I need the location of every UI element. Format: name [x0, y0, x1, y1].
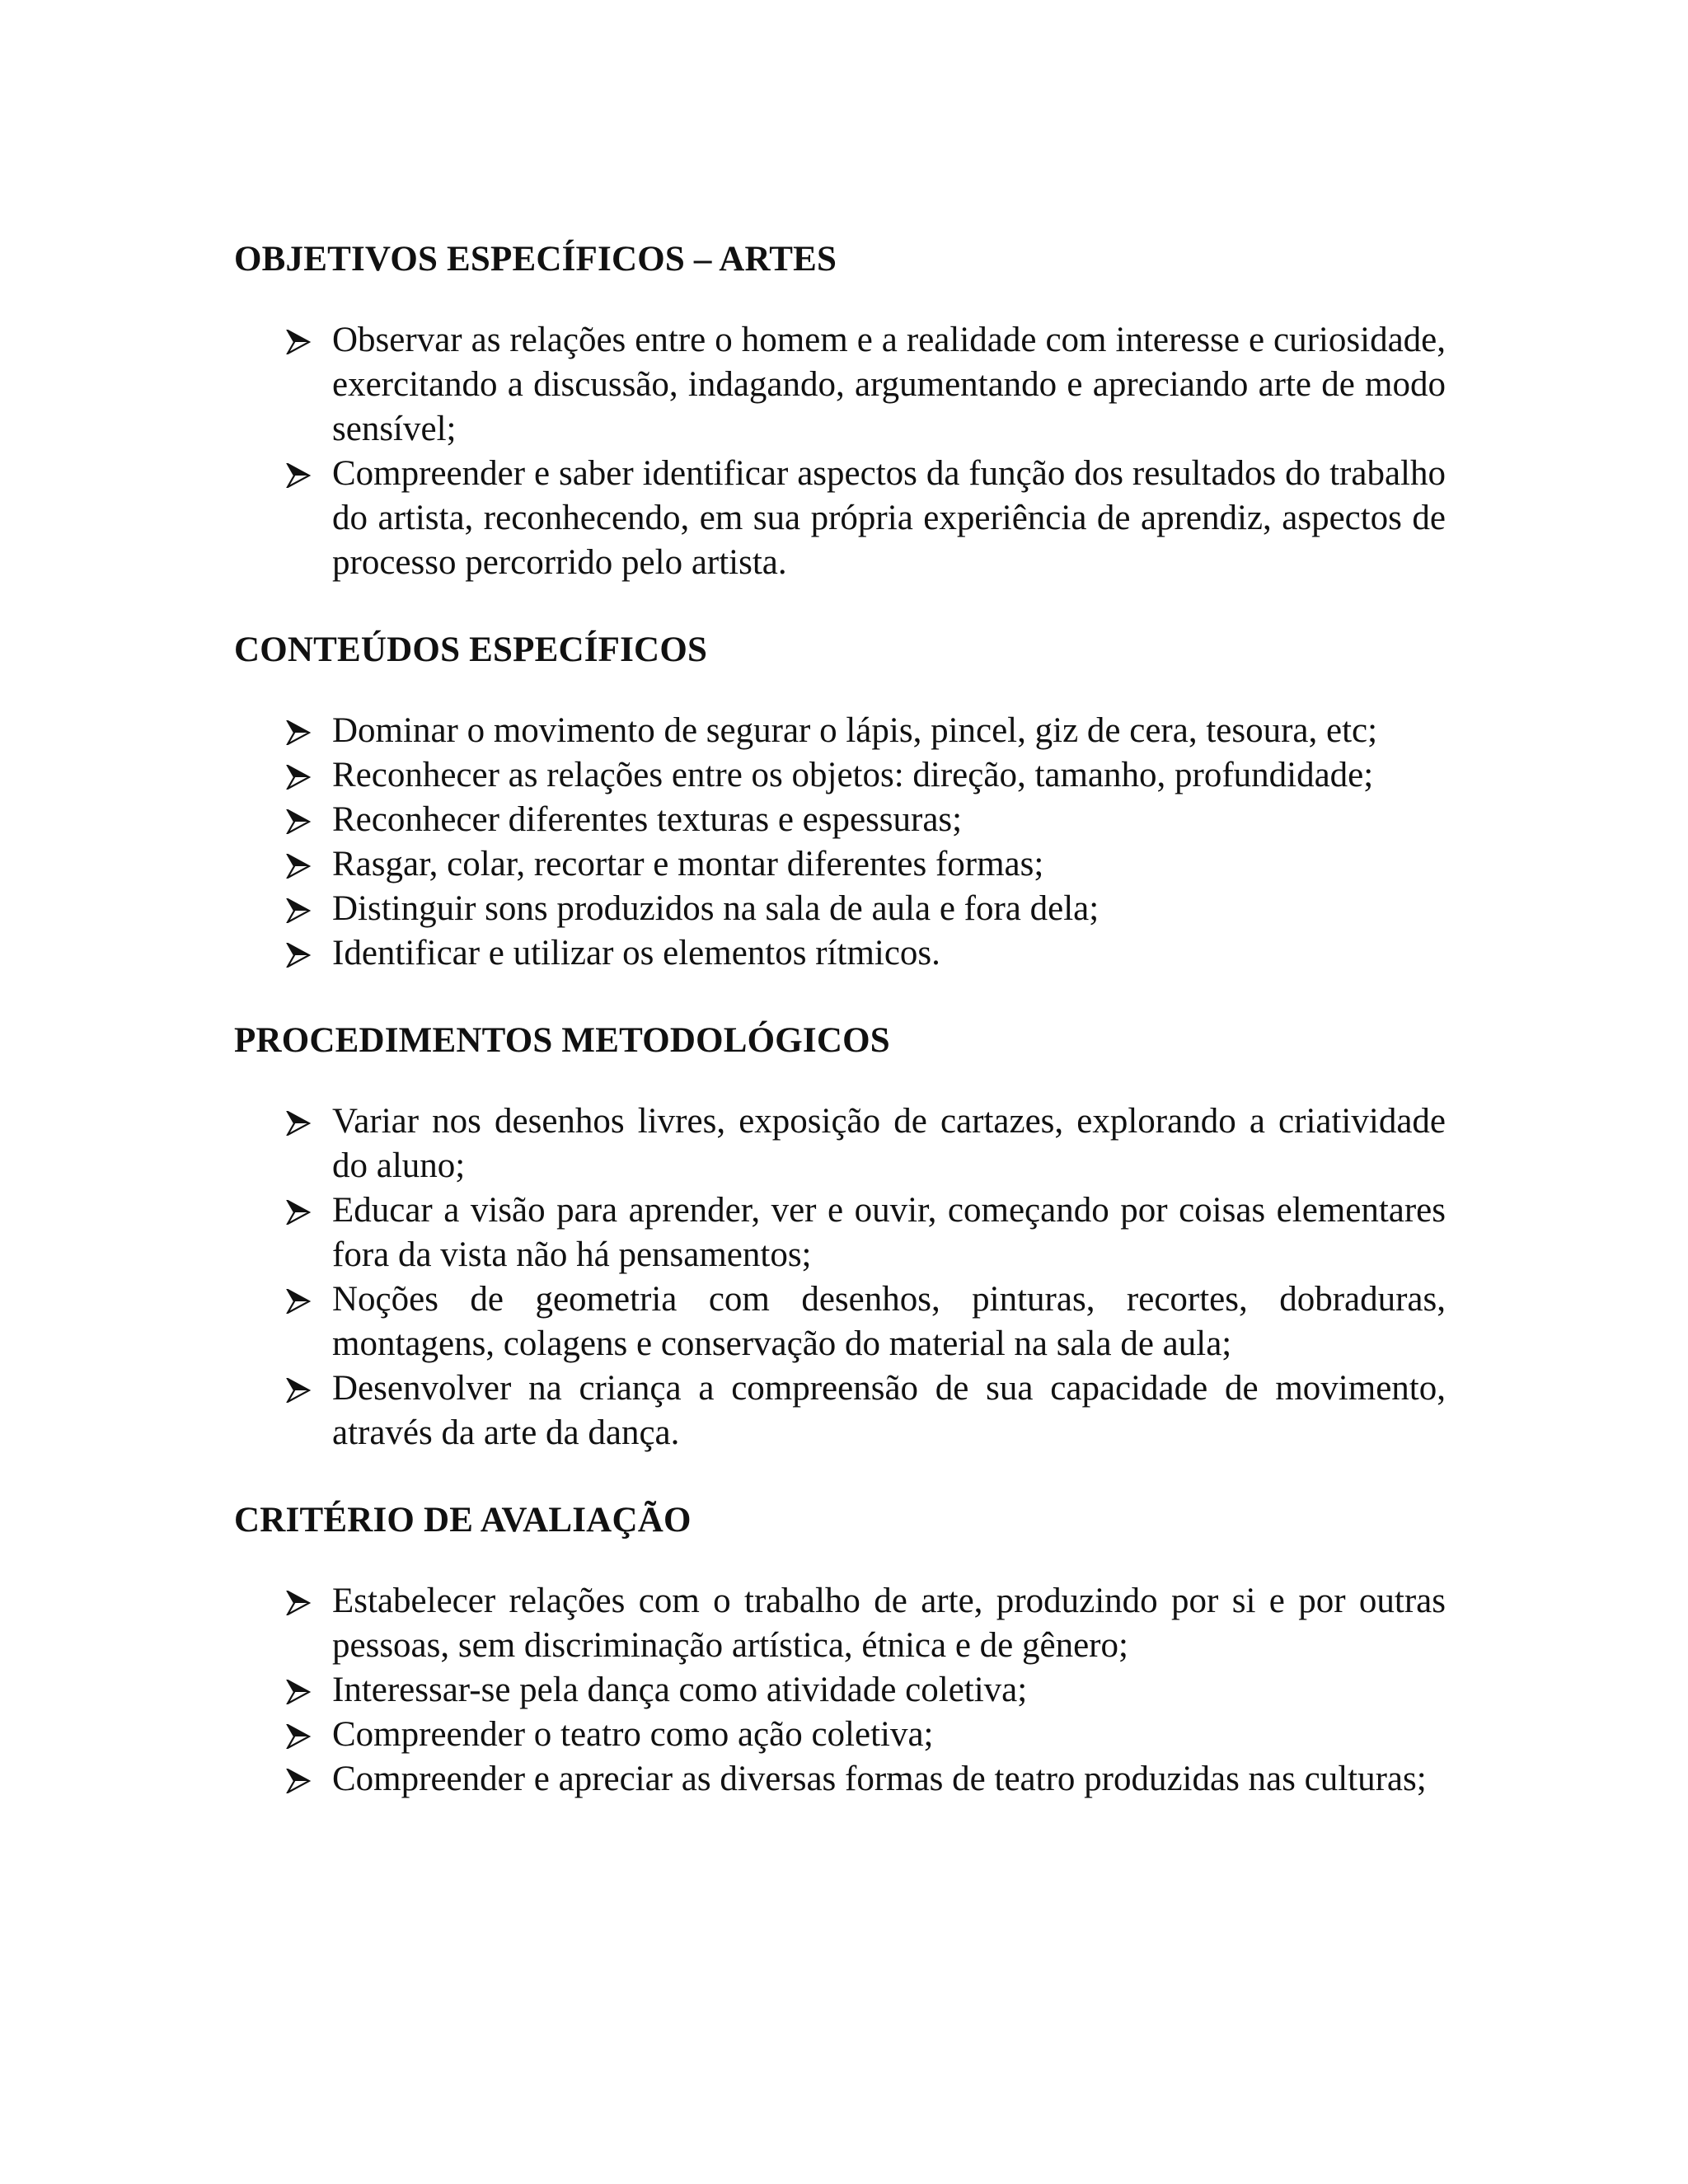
list-item-text: Distinguir sons produzidos na sala de aula e fora dela; — [332, 889, 1100, 928]
section-heading: CRITÉRIO DE AVALIAÇÃO — [234, 1501, 692, 1540]
arrowhead-bullet-icon — [286, 1579, 319, 1624]
list-item-text: Compreender o teatro como ação coletiva; — [332, 1715, 934, 1754]
arrowhead-bullet-icon — [286, 798, 319, 842]
list-item-text: Observar as relações entre o homem e a realidade com interesse e curiosidade, exercitando a discussão, indagando, argumentando e apreciando arte de modo sensível; — [332, 321, 1446, 448]
list-item-text: Compreender e apreciar as diversas formas de teatro produzidas nas culturas; — [332, 1760, 1427, 1798]
bullet-list — [234, 709, 1446, 976]
section-criterio-de-avaliacao — [234, 1498, 1446, 1802]
list-item-text: Interessar-se pela dança como atividade coletiva; — [332, 1671, 1028, 1709]
bullet-list — [234, 1579, 1446, 1802]
list-item — [234, 1277, 1446, 1366]
list-item — [234, 842, 1446, 887]
arrowhead-bullet-icon — [286, 1099, 319, 1144]
list-item — [234, 1579, 1446, 1668]
arrowhead-bullet-icon — [286, 709, 319, 753]
list-item — [234, 887, 1446, 931]
list-item — [234, 1099, 1446, 1188]
arrowhead-bullet-icon — [286, 753, 319, 798]
list-item — [234, 753, 1446, 798]
arrowhead-bullet-icon — [286, 1713, 319, 1757]
section-procedimentos-metodologicos — [234, 1019, 1446, 1455]
bullet-list — [234, 1099, 1446, 1455]
list-item-text: Reconhecer as relações entre os objetos: direção, tamanho, profundidade; — [332, 756, 1374, 794]
arrowhead-bullet-icon — [286, 1366, 319, 1411]
list-item-text: Identificar e utilizar os elementos rítmicos. — [332, 934, 940, 972]
sections-container — [234, 237, 1446, 1802]
list-item — [234, 798, 1446, 842]
document-page — [234, 237, 1446, 1844]
arrowhead-bullet-icon — [286, 1277, 319, 1322]
section-objetivos-especificos-artes — [234, 237, 1446, 585]
list-item — [234, 452, 1446, 585]
list-item — [234, 931, 1446, 976]
list-item-text: Desenvolver na criança a compreensão de sua capacidade de movimento, através da arte da dança. — [332, 1369, 1446, 1452]
arrowhead-bullet-icon — [286, 452, 319, 496]
arrowhead-bullet-icon — [286, 887, 319, 931]
list-item-text: Rasgar, colar, recortar e montar diferentes formas; — [332, 845, 1044, 883]
list-item — [234, 1366, 1446, 1455]
list-item — [234, 1188, 1446, 1277]
section-conteudos-especificos — [234, 628, 1446, 976]
section-heading: PROCEDIMENTOS METODOLÓGICOS — [234, 1021, 890, 1060]
list-item-text: Reconhecer diferentes texturas e espessuras; — [332, 800, 963, 839]
section-heading: CONTEÚDOS ESPECÍFICOS — [234, 630, 708, 669]
arrowhead-bullet-icon — [286, 931, 319, 976]
list-item-text: Variar nos desenhos livres, exposição de cartazes, explorando a criatividade do aluno; — [332, 1102, 1446, 1185]
list-item-text: Educar a visão para aprender, ver e ouvir, começando por coisas elementares fora da vista não há pensamentos; — [332, 1191, 1446, 1274]
list-item-text: Noções de geometria com desenhos, pinturas, recortes, dobraduras, montagens, colagens e conservação do material na sala de aula; — [332, 1280, 1446, 1363]
list-item — [234, 1713, 1446, 1757]
list-item-text: Estabelecer relações com o trabalho de arte, produzindo por si e por outras pessoas, sem discriminação artística, étnica e de gênero; — [332, 1582, 1446, 1665]
list-item-text: Compreender e saber identificar aspectos da função dos resultados do trabalho do artista, reconhecendo, em sua própria experiência de aprendiz, aspectos de processo percorrido pelo artista. — [332, 454, 1446, 582]
arrowhead-bullet-icon — [286, 842, 319, 887]
arrowhead-bullet-icon — [286, 1757, 319, 1802]
list-item — [234, 709, 1446, 753]
list-item — [234, 318, 1446, 452]
list-item — [234, 1668, 1446, 1713]
list-item-text: Dominar o movimento de segurar o lápis, pincel, giz de cera, tesoura, etc; — [332, 711, 1378, 750]
arrowhead-bullet-icon — [286, 318, 319, 363]
list-item — [234, 1757, 1446, 1802]
arrowhead-bullet-icon — [286, 1668, 319, 1713]
arrowhead-bullet-icon — [286, 1188, 319, 1233]
section-heading: OBJETIVOS ESPECÍFICOS – ARTES — [234, 240, 837, 279]
bullet-list — [234, 318, 1446, 585]
